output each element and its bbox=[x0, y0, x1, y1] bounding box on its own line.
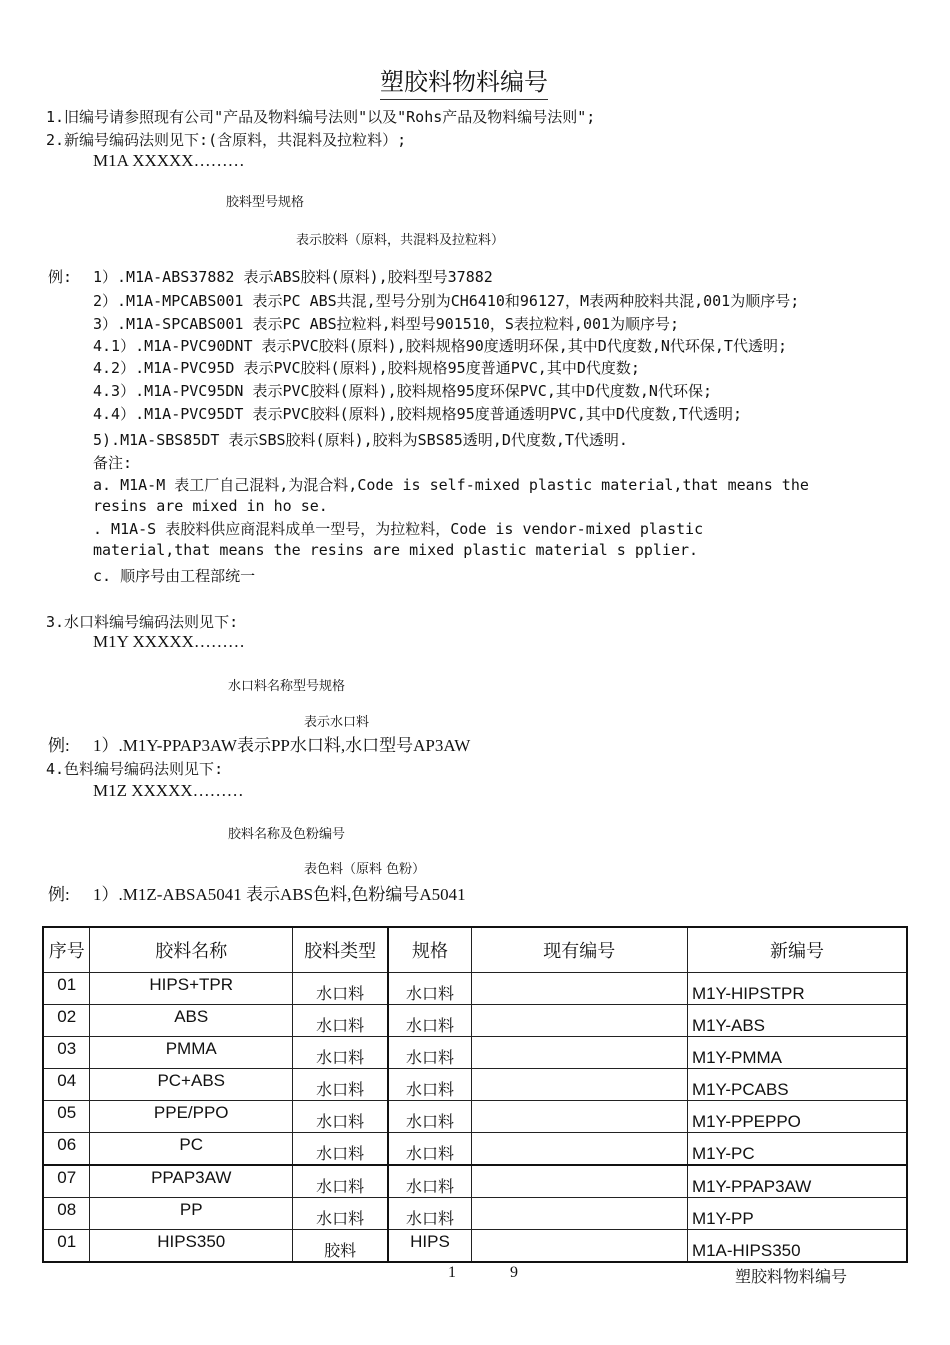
table-row bbox=[43, 1069, 907, 1101]
code-pattern-m1z-spec: 胶料名称及色粉编号 bbox=[228, 827, 346, 842]
header-name: 胶料名称 bbox=[90, 927, 293, 973]
example-4-4: 4.4）.M1A-PVC95DT 表示PVC胶料(原料),胶料规格95度普通透明PVC,其中D代度数,T代透明; bbox=[93, 405, 742, 423]
cell-new-code: M1Y-PC bbox=[687, 1133, 907, 1166]
page-title: 塑胶料物料编号 bbox=[380, 62, 548, 100]
cell-new-code: M1Y-PP bbox=[687, 1198, 907, 1230]
cell-spec: 水口料 bbox=[388, 1101, 471, 1133]
cell-new-code: M1Y-HIPSTPR bbox=[687, 973, 907, 1005]
example-4-2: 4.2）.M1A-PVC95D 表示PVC胶料(原料),胶料规格95度普通PVC,其中D代度数; bbox=[93, 359, 640, 377]
cell-seq: 06 bbox=[43, 1133, 90, 1166]
code-pattern-m1z-desc: 表色料（原料 色粉） bbox=[304, 862, 426, 877]
table-row bbox=[43, 1230, 907, 1263]
cell-name: HIPS+TPR bbox=[90, 973, 293, 1005]
cell-new-code: M1Y-PMMA bbox=[687, 1037, 907, 1069]
example-4-1: 4.1）.M1A-PVC90DNT 表示PVC胶料(原料),胶料规格90度透明环保,其中D代度数,N代环保,T代透明; bbox=[93, 337, 787, 355]
cell-seq: 02 bbox=[43, 1005, 90, 1037]
example-m1y: 1）.M1Y-PPAP3AW表示PP水口料,水口型号AP3AW bbox=[93, 736, 471, 755]
cell-spec: 水口料 bbox=[388, 1005, 471, 1037]
header-type: 胶料类型 bbox=[293, 927, 389, 973]
footer-doc-title: 塑胶料物料编号 bbox=[735, 1267, 848, 1286]
footer-page-number: 1 bbox=[448, 1264, 456, 1281]
cell-name: PPE/PPO bbox=[90, 1101, 293, 1133]
cell-seq: 04 bbox=[43, 1069, 90, 1101]
cell-seq: 03 bbox=[43, 1037, 90, 1069]
material-code-table bbox=[42, 926, 908, 1263]
header-old-code: 现有编号 bbox=[471, 927, 687, 973]
cell-new-code: M1Y-ABS bbox=[687, 1005, 907, 1037]
cell-type: 水口料 bbox=[293, 1037, 389, 1069]
code-pattern-m1a-spec: 胶料型号规格 bbox=[226, 195, 305, 210]
code-pattern-m1z: M1Z XXXXX……… bbox=[93, 781, 244, 800]
table-header-row bbox=[43, 927, 907, 973]
example-2: 2）.M1A-MPCABS001 表示PC ABS共混,型号分别为CH6410和96127，M表两种胶料共混,001为顺序号; bbox=[93, 292, 800, 310]
cell-spec: 水口料 bbox=[388, 973, 471, 1005]
cell-spec: 水口料 bbox=[388, 1198, 471, 1230]
cell-name: PPAP3AW bbox=[90, 1165, 293, 1198]
table-row bbox=[43, 1005, 907, 1037]
footer-total-pages: 9 bbox=[510, 1264, 518, 1281]
cell-old-code bbox=[471, 1037, 687, 1069]
cell-seq: 01 bbox=[43, 1230, 90, 1263]
table-row bbox=[43, 1165, 907, 1198]
code-pattern-m1y-spec: 水口料名称型号规格 bbox=[228, 679, 346, 694]
note-b-line-2: material,that means the resins are mixed plastic material s pplier. bbox=[93, 541, 699, 559]
note-c: c. 顺序号由工程部统一 bbox=[93, 567, 256, 585]
cell-type: 水口料 bbox=[293, 1069, 389, 1101]
cell-old-code bbox=[471, 1005, 687, 1037]
note-b-line-1: . M1A-S 表胶料供应商混料成单一型号，为拉粒料，Code is vendor-mixed plastic bbox=[93, 520, 704, 538]
table-row bbox=[43, 973, 907, 1005]
example-label: 例: bbox=[48, 268, 73, 286]
example-1: 1）.M1A-ABS37882 表示ABS胶料(原料),胶料型号37882 bbox=[93, 268, 493, 286]
cell-name: PP bbox=[90, 1198, 293, 1230]
cell-spec: 水口料 bbox=[388, 1069, 471, 1101]
cell-name: PC bbox=[90, 1133, 293, 1166]
table-row bbox=[43, 1198, 907, 1230]
header-new-code: 新编号 bbox=[687, 927, 907, 973]
cell-name: PC+ABS bbox=[90, 1069, 293, 1101]
cell-type: 水口料 bbox=[293, 973, 389, 1005]
example-label-2: 例: bbox=[48, 736, 70, 755]
cell-old-code bbox=[471, 1230, 687, 1263]
code-pattern-m1a-desc: 表示胶料（原料，共混料及拉粒料） bbox=[296, 233, 505, 248]
cell-new-code: M1A-HIPS350 bbox=[687, 1230, 907, 1263]
example-4-3: 4.3）.M1A-PVC95DN 表示PVC胶料(原料),胶料规格95度环保PVC,其中D代度数,N代环保; bbox=[93, 382, 712, 400]
note-a-line-2: resins are mixed in ho se. bbox=[93, 497, 328, 515]
cell-name: PMMA bbox=[90, 1037, 293, 1069]
header-seq: 序号 bbox=[43, 927, 90, 973]
cell-old-code bbox=[471, 1069, 687, 1101]
cell-old-code bbox=[471, 973, 687, 1005]
note-label: 备注: bbox=[93, 454, 133, 472]
cell-type: 水口料 bbox=[293, 1005, 389, 1037]
table-row bbox=[43, 1133, 907, 1166]
example-label-3: 例: bbox=[48, 885, 70, 904]
cell-type: 水口料 bbox=[293, 1101, 389, 1133]
cell-type: 水口料 bbox=[293, 1198, 389, 1230]
example-3: 3）.M1A-SPCABS001 表示PC ABS拉粒料,料型号901510，S表拉粒料,001为顺序号; bbox=[93, 315, 680, 333]
cell-name: HIPS350 bbox=[90, 1230, 293, 1263]
cell-name: ABS bbox=[90, 1005, 293, 1037]
cell-old-code bbox=[471, 1133, 687, 1166]
rule-line-2: 2.新编号编码法则见下:(含原料，共混料及拉粒料）; bbox=[46, 131, 407, 149]
example-5: 5).M1A-SBS85DT 表示SBS胶料(原料),胶料为SBS85透明,D代度数,T代透明. bbox=[93, 431, 628, 449]
cell-old-code bbox=[471, 1101, 687, 1133]
rule-line-3: 3.水口料编号编码法则见下: bbox=[46, 613, 239, 631]
example-m1z: 1）.M1Z-ABSA5041 表示ABS色料,色粉编号A5041 bbox=[93, 885, 466, 904]
cell-seq: 05 bbox=[43, 1101, 90, 1133]
table-row bbox=[43, 1101, 907, 1133]
cell-type: 胶料 bbox=[293, 1230, 389, 1263]
cell-old-code bbox=[471, 1198, 687, 1230]
rule-line-4: 4.色料编号编码法则见下: bbox=[46, 760, 224, 778]
cell-new-code: M1Y-PPEPPO bbox=[687, 1101, 907, 1133]
cell-type: 水口料 bbox=[293, 1133, 389, 1166]
cell-spec: 水口料 bbox=[388, 1133, 471, 1166]
cell-spec: 水口料 bbox=[388, 1165, 471, 1198]
cell-new-code: M1Y-PPAP3AW bbox=[687, 1165, 907, 1198]
cell-new-code: M1Y-PCABS bbox=[687, 1069, 907, 1101]
cell-old-code bbox=[471, 1165, 687, 1198]
code-pattern-m1y-desc: 表示水口料 bbox=[304, 715, 370, 730]
table-row bbox=[43, 1037, 907, 1069]
header-spec: 规格 bbox=[388, 927, 471, 973]
cell-type: 水口料 bbox=[293, 1165, 389, 1198]
code-pattern-m1a: M1A XXXXX……… bbox=[93, 151, 245, 170]
cell-seq: 01 bbox=[43, 973, 90, 1005]
rule-line-1: 1.旧编号请参照现有公司"产品及物料编号法则"以及"Rohs产品及物料编号法则"; bbox=[46, 108, 596, 126]
cell-spec: HIPS bbox=[388, 1230, 471, 1263]
cell-seq: 08 bbox=[43, 1198, 90, 1230]
cell-seq: 07 bbox=[43, 1165, 90, 1198]
cell-spec: 水口料 bbox=[388, 1037, 471, 1069]
note-a-line-1: a. M1A-M 表工厂自己混料,为混合料,Code is self-mixed plastic material,that means the bbox=[93, 476, 809, 494]
code-pattern-m1y: M1Y XXXXX……… bbox=[93, 632, 245, 651]
